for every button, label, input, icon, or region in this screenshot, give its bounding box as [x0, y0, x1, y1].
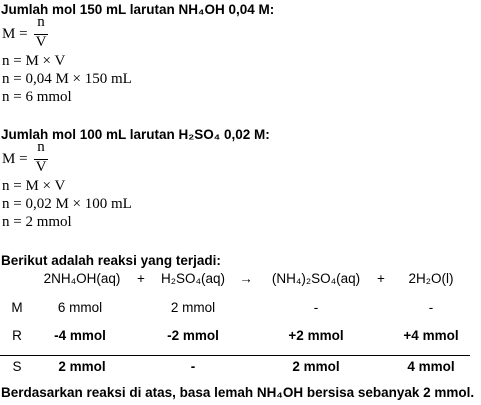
section2-m-formula: M =	[2, 151, 28, 167]
row-m-value: 6 mmol	[57, 300, 103, 315]
section1-line: n = 6 mmol	[2, 89, 72, 105]
section1-m-formula: M =	[2, 26, 28, 42]
section2-line: n = M × V	[2, 178, 66, 194]
row-s-value: 2 mmol	[292, 359, 340, 374]
row-label-r: R	[12, 328, 22, 343]
plus-sign: +	[137, 271, 145, 286]
table-divider	[0, 355, 470, 356]
row-r-value: +2 mmol	[288, 328, 344, 343]
fraction-denominator: V	[35, 34, 47, 50]
reactant-h2so4: H₂SO₄(aq)	[160, 271, 226, 286]
section1-line: n = 0,04 M × 150 mL	[2, 71, 132, 87]
row-r-value: -2 mmol	[167, 328, 219, 343]
product-ammonium-sulfate: (NH₄)₂SO₄(aq)	[271, 271, 361, 286]
fraction-numerator: n	[37, 139, 45, 155]
reactant-nh4oh: 2NH₄OH(aq)	[43, 271, 121, 286]
section1-line: n = M × V	[2, 53, 66, 69]
fraction-denominator: V	[35, 159, 47, 175]
reaction-arrow: →	[239, 271, 253, 286]
conclusion-text: Berdasarkan reaksi di atas, basa lemah NH₄OH bersisa sebanyak 2 mmol.	[1, 385, 475, 400]
row-s-value: -	[190, 359, 196, 374]
row-label-s: S	[12, 359, 22, 374]
row-r-value: -4 mmol	[54, 328, 106, 343]
section1-heading: Jumlah mol 150 mL larutan NH₄OH 0,04 M:	[1, 2, 275, 17]
section2-line: n = 2 mmol	[2, 214, 72, 230]
product-water: 2H₂O(l)	[408, 271, 454, 286]
section2-heading: Jumlah mol 100 mL larutan H₂SO₄ 0,02 M:	[1, 127, 270, 142]
row-m-value: -	[428, 300, 434, 315]
section2-line: n = 0,02 M × 100 mL	[2, 196, 132, 212]
fraction-numerator: n	[37, 14, 45, 30]
row-s-value: 2 mmol	[58, 359, 106, 374]
row-m-value: -	[313, 300, 319, 315]
row-s-value: 4 mmol	[407, 359, 455, 374]
row-m-value: 2 mmol	[170, 300, 216, 315]
row-label-m: M	[11, 300, 23, 315]
row-r-value: +4 mmol	[403, 328, 459, 343]
reaction-heading: Berikut adalah reaksi yang terjadi:	[1, 253, 221, 268]
plus-sign: +	[377, 271, 385, 286]
